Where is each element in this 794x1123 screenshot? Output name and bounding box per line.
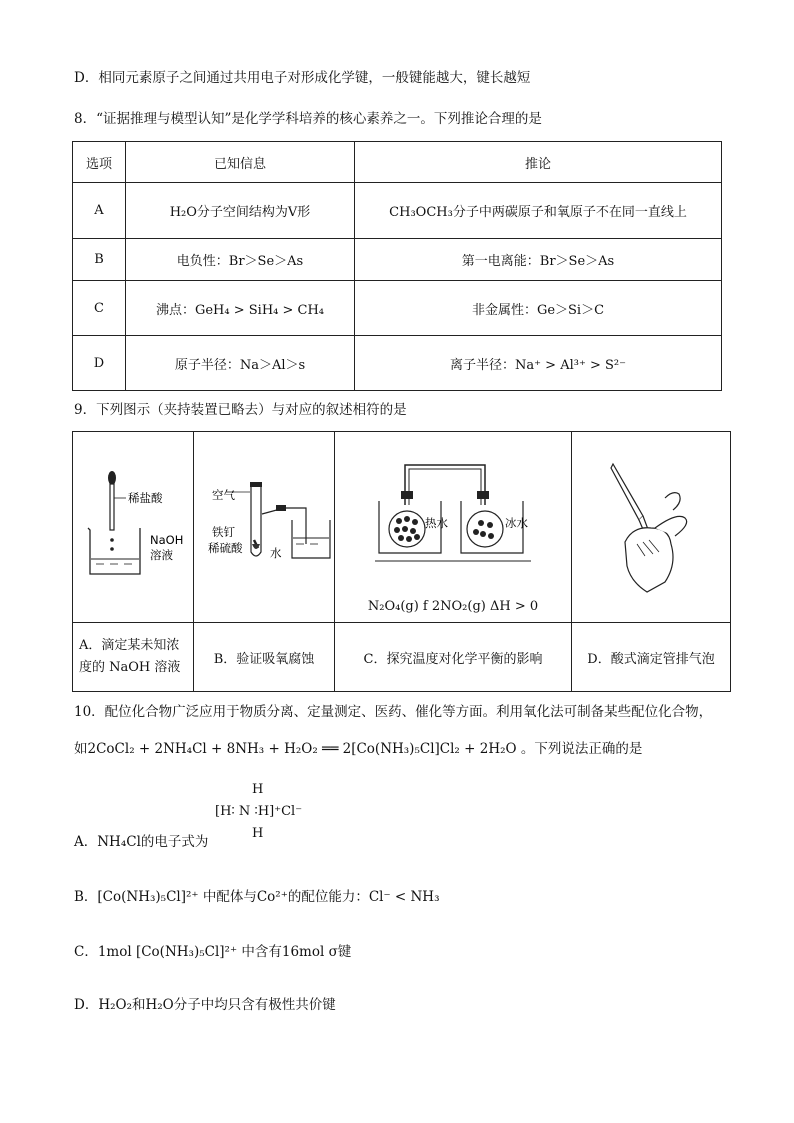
header-option: 选项 (73, 142, 126, 183)
q7-option-d: D．相同元素原子之间通过共用电子对形成化学键，一般键能越大，键长越短 (74, 70, 531, 86)
nh4cl-lewis-structure (215, 782, 355, 844)
figure-row (73, 432, 731, 623)
caption-a (73, 623, 194, 692)
label-water: 水 (270, 546, 282, 560)
lewis-h-top: H (252, 782, 264, 797)
row-option: B (73, 239, 126, 281)
table-row (73, 281, 722, 336)
row-option: D (73, 336, 126, 391)
label-ice-water: 冰水 (505, 515, 528, 530)
label-air: 空气 (212, 488, 235, 502)
row-option: A (73, 183, 126, 239)
caption-d: D．酸式滴定管排气泡 (572, 623, 731, 692)
table-row (73, 336, 722, 391)
figure-d-cell (572, 432, 731, 623)
q10-option-d: D．H₂O₂和H₂O分子中均只含有极性共价键 (74, 997, 336, 1013)
figure-b-cell (194, 432, 335, 623)
header-info: 已知信息 (126, 142, 355, 183)
q10-stem-line2: 如2CoCl₂ + 2NH₄Cl + 8NH₃ + H₂O₂ ══ 2[Co(NH₃)₅Cl]Cl₂ + 2H₂O 。下列说法正确的是 (74, 741, 643, 757)
label-naoh: NaOH (150, 533, 184, 547)
label-iron-nail: 铁钉 (212, 525, 235, 539)
row-info: 沸点：GeH₄ > SiH₄ > CH₄ (126, 281, 355, 336)
q10-stem-line1: 10．配位化合物广泛应用于物质分离、定量测定、医药、催化等方面。利用氧化法可制备某些配位化合物， (74, 704, 713, 720)
row-info: 原子半径：Na＞Al＞s (126, 336, 355, 391)
label-hot-water: 热水 (425, 515, 448, 530)
equilibrium-figure (335, 441, 571, 591)
row-inference: 第一电离能：Br＞Se＞As (355, 239, 722, 281)
equilibrium-equation: N₂O₄(g) f 2NO₂(g) ΔH > 0 (367, 598, 539, 614)
label-solution: 溶液 (150, 548, 173, 562)
table-header-row (73, 142, 722, 183)
row-info: H₂O分子空间结构为V形 (126, 183, 355, 239)
caption-row (73, 623, 731, 692)
caption-b: B．验证吸氧腐蚀 (194, 623, 335, 692)
row-inference: 非金属性：Ge＞Si＞C (355, 281, 722, 336)
table-row (73, 239, 722, 281)
q9-stem: 9．下列图示（夹持装置已略去）与对应的叙述相符的是 (74, 402, 407, 418)
burette-hand-figure (573, 432, 729, 618)
row-inference: 离子半径：Na⁺ > Al³⁺ > S²⁻ (355, 336, 722, 391)
caption-c: C．探究温度对化学平衡的影响 (335, 623, 572, 692)
header-inference: 推论 (355, 142, 722, 183)
q8-stem: 8．“证据推理与模型认知”是化学学科培养的核心素养之一。下列推论合理的是 (74, 111, 542, 127)
caption-a-line1: A．滴定某未知浓 (79, 638, 180, 653)
titration-figure (74, 432, 192, 618)
q10-option-a: A．NH₄Cl的电子式为 (74, 834, 209, 850)
row-info: 电负性：Br＞Se＞As (126, 239, 355, 281)
figure-c-cell (335, 432, 572, 623)
q10-option-c: C．1mol [Co(NH₃)₅Cl]²⁺ 中含有16mol σ键 (74, 944, 352, 960)
corrosion-figure (194, 432, 334, 618)
q8-table (72, 141, 722, 391)
q10-option-b: B．[Co(NH₃)₅Cl]²⁺ 中配体与Co²⁺的配位能力：Cl⁻ < NH₃ (74, 889, 440, 905)
figure-a-cell (73, 432, 194, 623)
label-dilute-h2so4: 稀硫酸 (208, 541, 243, 555)
caption-a-line2: 度的 NaOH 溶液 (79, 660, 181, 675)
q9-figure-table (72, 431, 731, 692)
label-dilute-hcl: 稀盐酸 (128, 491, 163, 505)
row-option: C (73, 281, 126, 336)
row-inference: CH₃OCH₃分子中两碳原子和氧原子不在同一直线上 (355, 183, 722, 239)
lewis-h-bottom: H (252, 826, 264, 841)
lewis-middle: [H∶ N ∶H]⁺Cl⁻ (215, 804, 303, 819)
table-row (73, 183, 722, 239)
